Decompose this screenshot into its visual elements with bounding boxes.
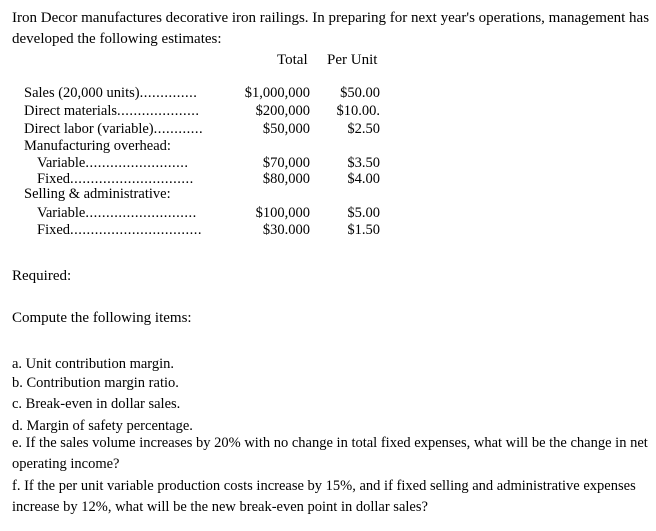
row-unit: $5.00 xyxy=(347,205,380,221)
question-e: e. If the sales volume increases by 20% with no change in total fixed expenses, what will be the change in net operating income? xyxy=(12,435,648,472)
leader-dots: ............ xyxy=(153,121,204,137)
header-per-unit: Per Unit xyxy=(327,52,378,68)
leader-dots: .............. xyxy=(139,85,198,101)
row-total: $70,000 xyxy=(262,155,310,171)
row-total: $200,000 xyxy=(255,103,310,119)
row-label: Manufacturing overhead: xyxy=(24,138,171,154)
required-label: Required: xyxy=(12,268,72,284)
row-sales xyxy=(0,85,656,103)
leader-dots: ................................ xyxy=(70,222,203,238)
row-sa-variable xyxy=(0,205,656,223)
row-manufacturing-overhead xyxy=(0,138,656,156)
question-b: b. Contribution margin ratio. xyxy=(12,375,179,391)
row-label: Variable xyxy=(37,205,86,221)
row-unit: $3.50 xyxy=(347,155,380,171)
row-total: $50,000 xyxy=(262,121,310,137)
header-total: Total xyxy=(277,52,308,68)
row-unit: $2.50 xyxy=(347,121,380,137)
leader-dots: .............................. xyxy=(70,171,194,187)
row-label: Fixed xyxy=(37,171,71,187)
row-selling-admin xyxy=(0,186,656,204)
row-total: $1,000,000 xyxy=(244,85,310,101)
question-a: a. Unit contribution margin. xyxy=(12,356,175,372)
compute-label: Compute the following items: xyxy=(12,310,192,326)
row-label: Sales (20,000 units) xyxy=(24,85,140,101)
row-direct-materials xyxy=(0,103,656,121)
row-total: $100,000 xyxy=(255,205,310,221)
row-label: Variable xyxy=(37,155,86,171)
leader-dots: .................... xyxy=(117,103,200,119)
row-total: $80,000 xyxy=(262,171,310,187)
row-sa-fixed xyxy=(0,222,656,240)
row-unit: $50.00 xyxy=(340,85,380,101)
row-label: Fixed xyxy=(37,222,71,238)
row-label: Direct labor (variable) xyxy=(24,121,154,137)
row-total: $30.000 xyxy=(262,222,310,238)
row-unit: $4.00 xyxy=(347,171,380,187)
row-unit: $1.50 xyxy=(347,222,380,238)
row-direct-labor xyxy=(0,121,656,139)
leader-dots: ........................... xyxy=(85,205,197,221)
question-f: f. If the per unit variable production costs increase by 15%, and if fixed selling and administrative expenses increase by 12%, what will be the new break-even point in dollar sales? xyxy=(12,478,636,515)
row-label: Direct materials xyxy=(24,103,117,119)
leader-dots: ......................... xyxy=(85,155,189,171)
question-c: c. Break-even in dollar sales. xyxy=(12,396,181,412)
question-d: d. Margin of safety percentage. xyxy=(12,418,193,434)
row-label: Selling & administrative: xyxy=(24,186,171,202)
intro-paragraph: Iron Decor manufactures decorative iron railings. In preparing for next year's operations, management has developed the following estimates: xyxy=(12,10,650,47)
row-unit: $10.00. xyxy=(336,103,380,119)
